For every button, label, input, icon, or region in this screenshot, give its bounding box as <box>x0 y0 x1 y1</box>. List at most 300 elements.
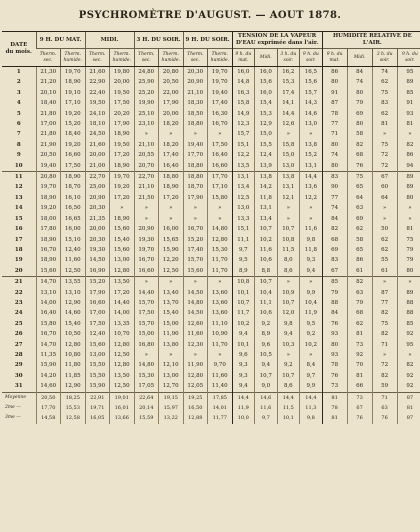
value-cell: 87 <box>322 98 347 108</box>
value-cell: 72 <box>372 161 397 172</box>
day-cell: Moyenne <box>2 392 36 403</box>
day-cell: 15 <box>14 215 23 222</box>
value-cell: 11,10 <box>208 319 233 329</box>
day-cell: 26 <box>14 331 23 338</box>
value-cell: 18,90 <box>61 77 86 87</box>
value-cell: 17,70 <box>36 403 61 413</box>
value-cell: 16,0 <box>255 67 278 78</box>
value-cell: 13,0 <box>300 119 323 129</box>
value-cell: 19,30 <box>134 235 159 245</box>
value-cell: 24,80 <box>134 67 159 78</box>
table-row <box>2 319 420 329</box>
value-cell: 11,5 <box>277 245 300 255</box>
value-cell: 19,40 <box>36 161 61 172</box>
value-cell: 19,15 <box>159 392 184 403</box>
day-cell: 31 <box>14 383 23 390</box>
value-cell: 11,8 <box>255 193 278 203</box>
value-cell: 16,05 <box>85 413 110 423</box>
value-cell: 13,1 <box>277 182 300 192</box>
header-row <box>2 32 420 49</box>
value-cell: 16,10 <box>61 193 86 203</box>
value-cell: 16,2 <box>277 67 300 78</box>
value-cell: 9,4 <box>277 329 300 339</box>
value-cell: 17,50 <box>61 161 86 172</box>
value-cell: 16,60 <box>85 298 110 308</box>
value-cell: 10,7 <box>277 371 300 381</box>
value-cell: 13,1 <box>300 161 323 172</box>
value-cell: 22,64 <box>134 392 159 403</box>
value-cell: 87 <box>372 288 397 298</box>
value-cell: 81 <box>397 403 420 413</box>
value-cell: 77 <box>322 119 347 129</box>
value-cell: 24,10 <box>85 109 110 119</box>
value-cell: 12,70 <box>159 381 184 392</box>
value-cell: 10,50 <box>61 329 86 339</box>
value-cell: » <box>134 203 159 213</box>
value-cell: 79 <box>397 255 420 265</box>
value-cell: 74 <box>322 203 347 213</box>
value-cell: » <box>183 277 208 288</box>
value-cell: 62 <box>347 224 372 234</box>
value-cell: 14,01 <box>208 403 233 413</box>
value-cell: 18,70 <box>183 182 208 192</box>
value-cell: 68 <box>347 150 372 160</box>
value-cell: » <box>110 203 135 213</box>
value-cell: » <box>372 277 397 288</box>
value-cell: » <box>183 203 208 213</box>
value-cell: 8,4 <box>300 360 323 370</box>
value-cell: 15,60 <box>110 224 135 234</box>
value-cell: 18,70 <box>61 182 86 192</box>
value-cell: 11,80 <box>61 360 86 370</box>
value-cell: 12,80 <box>110 340 135 350</box>
value-cell: 20,80 <box>159 67 184 78</box>
value-cell: 11,70 <box>208 255 233 265</box>
value-cell: 66 <box>347 381 372 392</box>
value-cell: 9,3 <box>232 371 255 381</box>
value-cell: 16,30 <box>208 109 233 119</box>
value-cell: 18,90 <box>159 182 184 192</box>
value-cell: 19,90 <box>134 98 159 108</box>
value-cell: 10,8 <box>232 277 255 288</box>
value-cell: 15,0 <box>255 129 278 139</box>
value-cell: 81 <box>397 119 420 129</box>
value-cell: 18,90 <box>110 214 135 224</box>
value-cell: 21,80 <box>36 109 61 119</box>
table-row <box>2 161 420 172</box>
value-cell: 18,90 <box>61 172 86 183</box>
value-cell: 17,90 <box>183 193 208 203</box>
value-cell: 10,70 <box>110 329 135 339</box>
table-row <box>2 360 420 370</box>
value-cell: 25,00 <box>85 182 110 192</box>
group-header: MIDI. <box>85 32 134 49</box>
value-cell: 10,4 <box>300 298 323 308</box>
group-header: HUMIDITÉ RELATIVE DE L'AIR. <box>322 32 420 49</box>
day-cell: 3me — <box>5 415 21 421</box>
value-cell: 20,30 <box>85 235 110 245</box>
value-cell: 16,80 <box>134 340 159 350</box>
value-cell: 15,70 <box>134 298 159 308</box>
value-cell: 15,00 <box>134 329 159 339</box>
value-cell: 91 <box>397 98 420 108</box>
value-cell: 25,90 <box>134 77 159 87</box>
value-cell: 15,3 <box>255 109 278 119</box>
value-cell: 14,4 <box>277 392 300 403</box>
value-cell: 60 <box>372 182 397 192</box>
value-cell: 10,1 <box>232 340 255 350</box>
value-cell: 15,8 <box>232 98 255 108</box>
value-cell: 10,90 <box>208 329 233 339</box>
value-cell: 10,1 <box>232 288 255 298</box>
table-row <box>2 172 420 183</box>
value-cell: 13,40 <box>159 288 184 298</box>
value-cell: 13,8 <box>300 140 323 150</box>
value-cell: 9,4 <box>300 266 323 277</box>
value-cell: 8,0 <box>277 255 300 265</box>
value-cell: 75 <box>372 88 397 98</box>
value-cell: 9,9 <box>300 288 323 298</box>
value-cell: 14,2 <box>255 182 278 192</box>
value-cell: 75 <box>372 140 397 150</box>
value-cell: 19,70 <box>36 182 61 192</box>
value-cell: 15,7 <box>232 129 255 139</box>
value-cell: 12,80 <box>61 340 86 350</box>
value-cell: 8,6 <box>277 266 300 277</box>
value-cell: 15,70 <box>134 319 159 329</box>
value-cell: 22,40 <box>85 88 110 98</box>
value-cell: 9,7 <box>300 371 323 381</box>
value-cell: 16,60 <box>61 150 86 160</box>
value-cell: 58 <box>347 235 372 245</box>
sub-header: 9 h. du mat. <box>232 49 255 67</box>
value-cell: 9,2 <box>277 360 300 370</box>
value-cell: 10,2 <box>232 319 255 329</box>
value-cell: 14,50 <box>85 255 110 265</box>
value-cell: 12,40 <box>61 245 86 255</box>
value-cell: 13,00 <box>159 371 184 381</box>
value-cell: 15,00 <box>159 319 184 329</box>
value-cell: 20,70 <box>134 161 159 172</box>
average-row <box>2 392 420 403</box>
value-cell: 15,0 <box>277 150 300 160</box>
date-header: DATE du mois. <box>2 32 36 67</box>
value-cell: » <box>300 129 323 139</box>
table-body <box>2 67 420 424</box>
value-cell: 15,2 <box>300 150 323 160</box>
value-cell: 82 <box>372 308 397 318</box>
value-cell: » <box>300 203 323 213</box>
value-cell: 12,2 <box>232 150 255 160</box>
value-cell: 11,85 <box>61 371 86 381</box>
sub-header: 9 h. du soir. <box>300 49 323 67</box>
value-cell: 17,10 <box>208 182 233 192</box>
value-cell: 95 <box>397 67 420 78</box>
value-cell: 12,2 <box>300 193 323 203</box>
sub-header: Therm. sec. <box>134 49 159 67</box>
page-title: PSYCHROMÈTRE D'AUGUST. — AOUT 1878. <box>78 10 342 21</box>
value-cell: 15,60 <box>183 266 208 277</box>
value-cell: 13,0 <box>277 161 300 172</box>
value-cell: 10,6 <box>255 308 278 318</box>
value-cell: 9,2 <box>255 319 278 329</box>
sub-header: Therm. humide. <box>159 49 184 67</box>
value-cell: 18,90 <box>110 129 135 139</box>
value-cell: 14,4 <box>300 392 323 403</box>
value-cell: 9,4 <box>232 381 255 392</box>
value-cell: 11,6 <box>300 224 323 234</box>
table-row <box>2 182 420 192</box>
table-row <box>2 98 420 108</box>
value-cell: 15,40 <box>61 319 86 329</box>
table-row <box>2 298 420 308</box>
value-cell: 11,70 <box>208 266 233 277</box>
value-cell: 11,90 <box>183 360 208 370</box>
value-cell: 79 <box>347 98 372 108</box>
value-cell: 11,6 <box>255 245 278 255</box>
sub-header: Therm. sec. <box>85 49 110 67</box>
value-cell: 9,8 <box>277 319 300 329</box>
value-cell: 15,20 <box>85 277 110 288</box>
value-cell: 18,20 <box>159 119 184 129</box>
value-cell: 71 <box>372 392 397 403</box>
value-cell: 86 <box>347 255 372 265</box>
value-cell: 13,50 <box>110 371 135 381</box>
value-cell: 21,10 <box>183 88 208 98</box>
value-cell: 11,90 <box>159 329 184 339</box>
value-cell: 17,00 <box>36 119 61 129</box>
value-cell: 14,40 <box>134 288 159 298</box>
value-cell: 81 <box>397 224 420 234</box>
value-cell: 19,01 <box>110 392 135 403</box>
value-cell: 81 <box>322 413 347 423</box>
value-cell: 70 <box>347 360 372 370</box>
group-header: 9 H. DU SOIR. <box>183 32 232 49</box>
value-cell: 67 <box>372 172 397 183</box>
table-row <box>2 119 420 129</box>
value-cell: 16,60 <box>134 266 159 277</box>
value-cell: 17,20 <box>159 193 184 203</box>
value-cell: 16,00 <box>61 224 86 234</box>
value-cell: » <box>134 129 159 139</box>
value-cell: 13,0 <box>232 203 255 213</box>
value-cell: 17,90 <box>85 288 110 298</box>
value-cell: 15,1 <box>232 224 255 234</box>
group-header: 9 H. DU MAT. <box>36 32 85 49</box>
value-cell: 61 <box>372 266 397 277</box>
value-cell: 19,40 <box>208 88 233 98</box>
value-cell: 8,9 <box>232 266 255 277</box>
value-cell: 17,50 <box>208 140 233 150</box>
value-cell: 15,80 <box>36 319 61 329</box>
value-cell: 15,60 <box>110 245 135 255</box>
day-cell: 30 <box>14 372 23 379</box>
value-cell: 18,80 <box>159 172 184 183</box>
value-cell: 92 <box>397 371 420 381</box>
value-cell: 80 <box>397 266 420 277</box>
value-cell: 80 <box>322 140 347 150</box>
value-cell: 9,9 <box>300 381 323 392</box>
value-cell: 12,58 <box>61 413 86 423</box>
value-cell: » <box>397 277 420 288</box>
value-cell: 13,5 <box>232 161 255 172</box>
value-cell: » <box>372 203 397 213</box>
value-cell: 21,10 <box>134 182 159 192</box>
day-cell: 1 <box>16 69 21 75</box>
value-cell: 14,20 <box>36 371 61 381</box>
value-cell: 16,01 <box>110 403 135 413</box>
value-cell: 11,40 <box>208 381 233 392</box>
value-cell: 89 <box>397 288 420 298</box>
value-cell: 85 <box>322 277 347 288</box>
value-cell: 84 <box>322 214 347 224</box>
day-cell: 10 <box>14 162 23 169</box>
value-cell: 15,70 <box>183 255 208 265</box>
value-cell: 16,60 <box>208 161 233 172</box>
value-cell: 12,80 <box>110 266 135 277</box>
day-cell: 21 <box>2 277 36 288</box>
value-cell: 68 <box>347 308 372 318</box>
value-cell: 12,30 <box>183 340 208 350</box>
value-cell: 92 <box>347 350 372 360</box>
value-cell: 87 <box>397 413 420 423</box>
value-cell: » <box>183 350 208 360</box>
value-cell: 16,40 <box>159 161 184 172</box>
value-cell: 84 <box>347 67 372 78</box>
value-cell: » <box>277 203 300 213</box>
value-cell: 16,50 <box>61 203 86 213</box>
value-cell: 12,05 <box>183 381 208 392</box>
value-cell: 20,30 <box>183 67 208 78</box>
day-cell: 4 <box>16 100 21 107</box>
value-cell: 20,00 <box>110 77 135 87</box>
value-cell: 15,6 <box>255 77 278 87</box>
value-cell: » <box>159 214 184 224</box>
value-cell: 83 <box>322 172 347 183</box>
value-cell: 15,59 <box>134 413 159 423</box>
day-cell: 2me — <box>5 405 21 410</box>
value-cell: 20,14 <box>134 403 159 413</box>
value-cell: 12,0 <box>277 308 300 318</box>
value-cell: 11,60 <box>61 255 86 265</box>
value-cell: 17,50 <box>85 319 110 329</box>
value-cell: 11,77 <box>208 413 233 423</box>
value-cell: 17,4 <box>277 88 300 98</box>
value-cell: 12,80 <box>110 360 135 370</box>
value-cell: 10,7 <box>277 298 300 308</box>
value-cell: 69 <box>322 245 347 255</box>
value-cell: 12,1 <box>277 193 300 203</box>
value-cell: 11,6 <box>255 403 278 413</box>
value-cell: 16,0 <box>255 88 278 98</box>
value-cell: 10,7 <box>277 224 300 234</box>
value-cell: 63 <box>347 203 372 213</box>
value-cell: 15,97 <box>159 403 184 413</box>
value-cell: 17,40 <box>208 98 233 108</box>
value-cell: 76 <box>347 161 372 172</box>
value-cell: 13,6 <box>300 182 323 192</box>
value-cell: 81 <box>372 119 397 129</box>
value-cell: 13,8 <box>255 172 278 183</box>
value-cell: » <box>277 214 300 224</box>
day-cell: 23 <box>14 299 23 306</box>
value-cell: 9,3 <box>300 255 323 265</box>
value-cell: 59 <box>372 381 397 392</box>
value-cell: 17,90 <box>159 98 184 108</box>
day-cell: 13 <box>14 194 23 201</box>
value-cell: 16,5 <box>300 67 323 78</box>
value-cell: 88 <box>322 298 347 308</box>
value-cell: 18,40 <box>36 98 61 108</box>
value-cell: 10,7 <box>255 224 278 234</box>
value-cell: 19,70 <box>110 172 135 183</box>
value-cell: 19,30 <box>85 245 110 255</box>
value-cell: » <box>277 350 300 360</box>
sub-header: Therm. humide. <box>208 49 233 67</box>
value-cell: 15,90 <box>36 360 61 370</box>
value-cell: 19,40 <box>183 140 208 150</box>
value-cell: 9,7 <box>255 413 278 423</box>
value-cell: 10,80 <box>61 350 86 360</box>
value-cell: 80 <box>322 340 347 350</box>
sub-header: 9 h. du mat. <box>322 49 347 67</box>
value-cell: 15,50 <box>85 360 110 370</box>
value-cell: 12,60 <box>183 319 208 329</box>
value-cell: 15,20 <box>61 119 86 129</box>
value-cell: 74 <box>347 77 372 87</box>
value-cell: 71 <box>322 129 347 139</box>
value-cell: 92 <box>397 381 420 392</box>
day-cell: 9 <box>16 152 21 159</box>
value-cell: 73 <box>322 381 347 392</box>
value-cell: 86 <box>322 67 347 78</box>
value-cell: 16,0 <box>232 67 255 78</box>
value-cell: » <box>372 350 397 360</box>
value-cell: 10,5 <box>255 350 278 360</box>
value-cell: 62 <box>372 235 397 245</box>
value-cell: 11,9 <box>300 308 323 318</box>
sub-header: Therm. sec. <box>36 49 61 67</box>
value-cell: 13,1 <box>255 203 278 213</box>
value-cell: » <box>159 350 184 360</box>
day-cell: 12 <box>14 184 23 191</box>
value-cell: 14,8 <box>232 77 255 87</box>
value-cell: 14,4 <box>232 392 255 403</box>
value-cell: 18,50 <box>183 109 208 119</box>
value-cell: 21,50 <box>134 193 159 203</box>
value-cell: 12,50 <box>159 266 184 277</box>
value-cell: 13,4 <box>232 182 255 192</box>
value-cell: 13,60 <box>208 298 233 308</box>
value-cell: 18,20 <box>159 140 184 150</box>
value-cell: 20,80 <box>36 172 61 183</box>
day-cell: 2 <box>16 79 21 86</box>
value-cell: 81 <box>347 329 372 339</box>
value-cell: 79 <box>322 288 347 298</box>
value-cell: 83 <box>322 255 347 265</box>
value-cell: » <box>397 350 420 360</box>
sub-header: 9 h. du soir. <box>397 49 420 67</box>
value-cell: 13,22 <box>159 413 184 423</box>
value-cell: 16,70 <box>36 245 61 255</box>
value-cell: 11,8 <box>300 245 323 255</box>
value-cell: 89 <box>397 172 420 183</box>
value-cell: 12,50 <box>110 350 135 360</box>
value-cell: 21,20 <box>36 77 61 87</box>
sub-header: 3 h. du soir. <box>277 49 300 67</box>
value-cell: 10,7 <box>255 371 278 381</box>
value-cell: 80 <box>397 193 420 203</box>
